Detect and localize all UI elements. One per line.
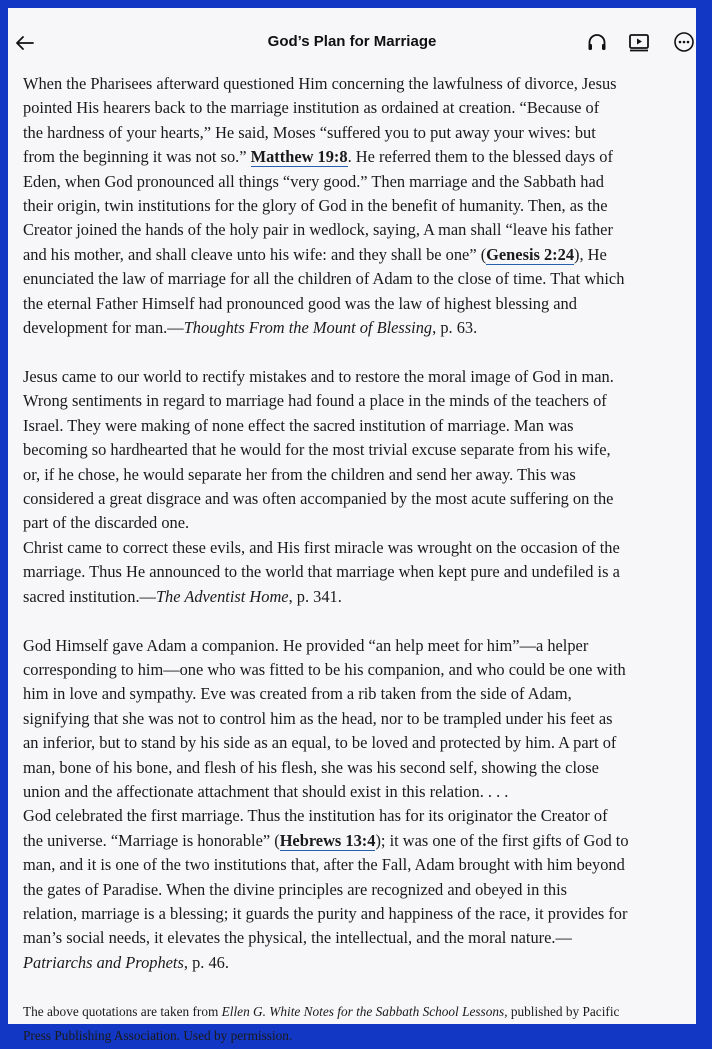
book-title: Thoughts From the Mount of Blessing [183,318,433,338]
text-segment: Israel. They were making of none effect the sacred institution of marriage. Man was [23,415,574,435]
text-segment: an inferior, but to stand by his side as an equal, to be loved and protected by him. A part of [23,733,617,753]
text-segment: Jesus came to our world to rectify mistakes and to restore the moral image of God in man. [23,366,614,386]
text-segment: the eternal Father Himself had pronounced good was the law of highest blessing and [23,293,577,313]
text-line [23,463,687,487]
text-line [23,804,687,828]
text-line [23,878,687,902]
text-line [23,414,687,438]
text-line [23,316,687,340]
text-segment: , p. 63. [432,318,478,338]
text-segment: man, and it is one of the two institutions that, after the Fall, Adam brought with him beyond [23,855,625,875]
text-segment: the universe. “Marriage is honorable” ( [23,830,280,850]
text-segment: or, if he chose, he would separate her from the children and send her away. This was [23,464,576,484]
text-segment: signifying that she was not to control him as the head, nor to be trampled under his feet as [23,708,613,728]
text-line [23,585,687,609]
text-line [23,170,687,194]
more-circle-icon [672,30,696,54]
text-segment: God celebrated the first marriage. Thus the institution has for its originator the Creator of [23,806,608,826]
text-segment: Press Publishing Association. Used by permission. [23,1028,293,1044]
text-line [23,389,687,413]
app-header [8,8,696,70]
source-footer [23,1000,687,1049]
text-segment: . He referred them to the blessed days of [347,147,613,167]
text-segment: ), He [574,244,607,264]
text-segment: their origin, twin institutions for the glory of God in the benefit of humanity. Then, as the [23,196,608,216]
scripture-reference-link[interactable]: Hebrews 13:4 [279,830,376,850]
text-segment: man’s social needs, it elevates the physical, the intellectual, and the moral nature.— [23,928,572,948]
text-segment: Eden, when God pronounced all things “very good.” Then marriage and the Sabbath had [23,171,604,191]
text-line [23,72,687,96]
text-line [23,853,687,877]
text-segment: him in love and sympathy. Eve was created from a rib taken from the side of Adam, [23,684,572,704]
text-segment: The above quotations are taken from [23,1003,222,1019]
text-line [23,536,687,560]
text-line [23,243,687,267]
more-options-button[interactable] [672,30,696,54]
video-button[interactable] [627,30,651,54]
scripture-reference-link[interactable]: Matthew 19:8 [250,147,348,167]
book-title: Patriarchs and Prophets [23,952,184,972]
text-line [23,560,687,584]
text-segment: considered a great disgrace and was often accompanied by the most acute suffering on the [23,489,614,508]
text-segment: , published by Pacific [504,1003,620,1019]
quotation-paragraph [23,365,687,609]
text-line [23,487,687,511]
headphones-icon [585,30,609,54]
text-segment: the hardness of your hearts,” He said, Moses “suffered you to put away your wives: but [23,122,596,142]
text-line [23,96,687,120]
text-line [23,218,687,242]
text-segment: man, bone of his bone, and flesh of his flesh, she was his second self, showing the close [23,757,599,777]
text-segment: union and the affectionate attachment that should exist in this relation. . . . [23,781,509,801]
text-segment: part of the discarded one. [23,513,190,533]
quotation-paragraph [23,72,687,340]
text-line [23,121,687,145]
text-line [23,267,687,291]
text-line [23,292,687,316]
text-segment: marriage. Thus He announced to the world that marriage when kept pure and undefiled is a [23,562,620,582]
text-segment: When the Pharisees afterward questioned Him concerning the lawfulness of divorce, Jesus [23,74,617,93]
quotation-paragraph [23,634,687,976]
text-segment: sacred institution.— [23,586,156,606]
video-play-icon [627,30,651,54]
text-segment: the gates of Paradise. When the divine principles are recognized and obeyed in this [23,879,568,899]
text-line [23,1000,687,1024]
text-segment: and his mother, and shall cleave unto his wife: and they shall be one” ( [23,244,487,264]
text-line [23,731,687,755]
text-line [23,511,687,535]
text-segment: relation, marriage is a blessing; it guards the purity and happiness of the race, it provides for [23,904,628,923]
audio-button[interactable] [585,30,609,54]
text-segment: God Himself gave Adam a companion. He provided “an help meet for him”—a helper [23,635,589,655]
book-title: The Adventist Home [155,586,289,606]
text-segment: enunciated the law of marriage for all the children of Adam to the close of time. That which [23,269,625,289]
text-line [23,707,687,731]
text-segment: Wrong sentiments in regard to marriage had found a place in the minds of the teachers of [23,391,607,411]
text-segment: ); it was one of the first gifts of God to [375,830,629,850]
text-line [23,756,687,780]
text-line [23,951,687,975]
text-line [23,902,687,926]
lesson-content [23,72,687,1049]
scripture-reference-link[interactable]: Genesis 2:24 [486,244,575,264]
text-line [23,194,687,218]
text-segment: , p. 341. [288,586,342,606]
text-segment: from the beginning it was not so.” [23,147,251,167]
text-line [23,780,687,804]
text-line [23,438,687,462]
text-segment: , p. 46. [183,952,229,972]
text-segment: pointed His hearers back to the marriage institution as ordained at creation. “Because of [23,98,600,118]
text-line [23,658,687,682]
book-title: Ellen G. White Notes for the Sabbath School Lessons [221,1003,505,1019]
text-segment: becoming so hardhearted that he would for the most trivial excuse separate from his wife, [23,440,611,460]
text-line [23,926,687,950]
text-line [23,1024,687,1048]
text-segment: Christ came to correct these evils, and His first miracle was wrought on the occasion of the [23,537,620,557]
reader-screen [8,8,696,1044]
text-segment: corresponding to him—one who was fitted to be his companion, and who could be one with [23,659,626,679]
text-line [23,145,687,169]
text-line [23,365,687,389]
text-line [23,682,687,706]
text-segment: development for man.— [23,318,184,338]
page-title: God’s Plan for Marriage [267,33,437,50]
text-line [23,634,687,658]
text-line [23,829,687,853]
text-segment: Creator joined the hands of the holy pair in wedlock, saying, A man shall “leave his father [23,220,613,240]
